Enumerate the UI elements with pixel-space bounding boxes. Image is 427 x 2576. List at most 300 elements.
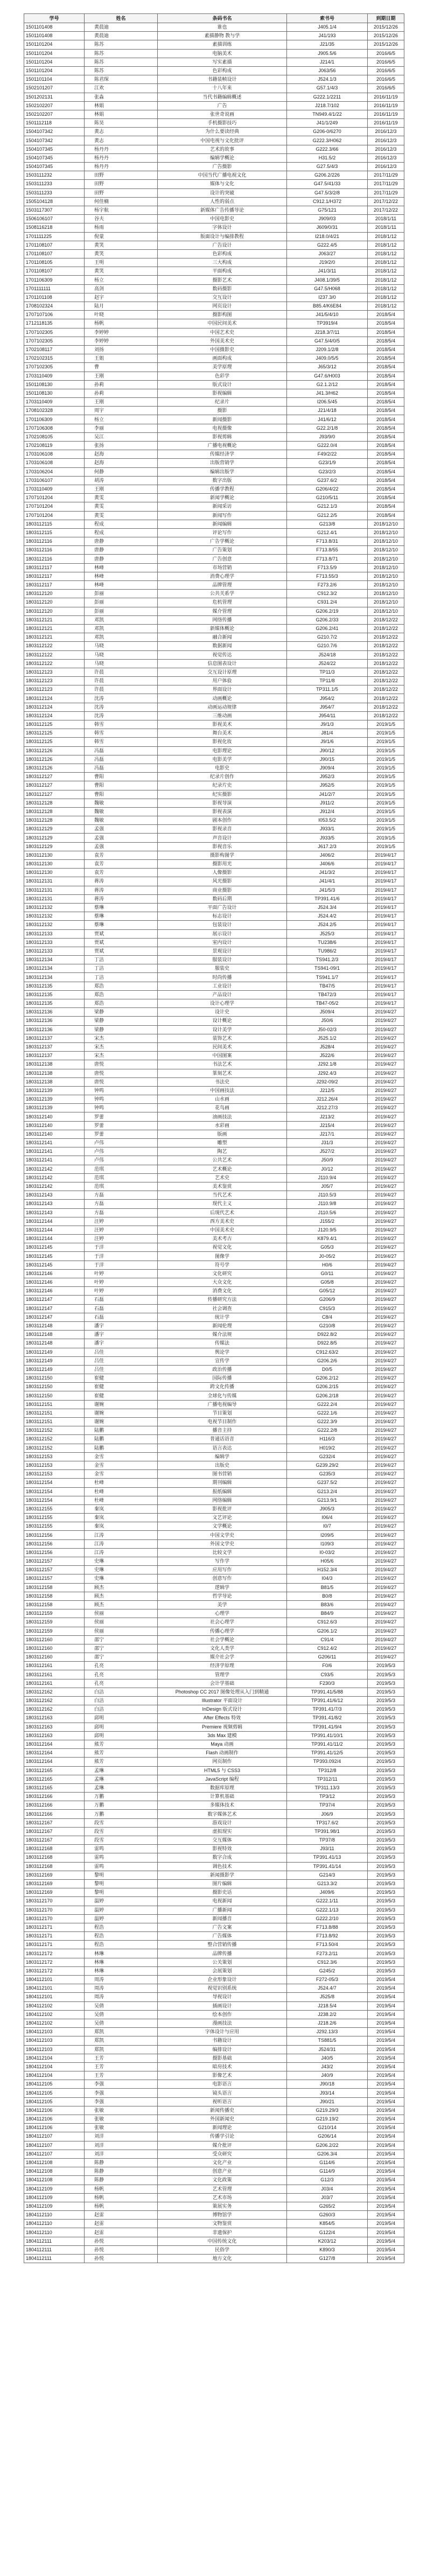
due-date-cell: 2019/4/27: [368, 1627, 404, 1635]
call-number-cell: J524/18: [287, 650, 368, 659]
call-number-cell: J41/2/7: [287, 790, 368, 799]
call-number-cell: J218.3/7/11: [287, 328, 368, 337]
call-number-cell: I053.5/2: [287, 816, 368, 825]
book-title-cell: 字体设计: [158, 223, 287, 232]
name-cell: 彭丽: [85, 598, 158, 607]
book-title-cell: 心理学: [158, 1609, 287, 1618]
name-cell: 唐静: [85, 537, 158, 546]
call-number-cell: H152.3/4: [287, 1566, 368, 1574]
student-id-cell: 1803112132: [24, 903, 85, 912]
book-title-cell: 展示设计: [158, 929, 287, 938]
book-title-cell: 图片编辑: [158, 1879, 287, 1888]
name-cell: 陆鹏: [85, 1426, 158, 1435]
call-number-cell: F713.8/92: [287, 1932, 368, 1941]
student-id-cell: 1803112120: [24, 590, 85, 598]
book-title-cell: 新闻摄影学: [158, 1871, 287, 1879]
table-row: [24, 84, 404, 93]
name-cell: 吴倩: [85, 2010, 158, 2019]
student-id-cell: 1803112116: [24, 546, 85, 555]
due-date-cell: 2019/4/27: [368, 1426, 404, 1435]
call-number-cell: J41/6/12: [287, 415, 368, 424]
table-row: [24, 973, 404, 982]
name-cell: 丁洁: [85, 973, 158, 982]
name-cell: 黄志: [85, 136, 158, 145]
call-number-cell: C8/4: [287, 1313, 368, 1321]
name-cell: 林娟: [85, 101, 158, 110]
due-date-cell: 2019/4/27: [368, 1339, 404, 1348]
due-date-cell: 2018/12/22: [368, 659, 404, 668]
due-date-cell: 2018/12/22: [368, 633, 404, 642]
student-id-cell: 1803112121: [24, 633, 85, 642]
book-title-cell: 出版史: [158, 1461, 287, 1469]
call-number-cell: J21/4/18: [287, 407, 368, 415]
table-row: [24, 442, 404, 450]
book-title-cell: 交互媒体: [158, 1836, 287, 1845]
student-id-cell: 1803112143: [24, 1191, 85, 1200]
due-date-cell: 2019/5/3: [368, 1740, 404, 1748]
table-row: [24, 1966, 404, 1975]
student-id-cell: 1708102328: [24, 407, 85, 415]
name-cell: 杨立: [85, 276, 158, 284]
name-cell: 汪婷: [85, 1226, 158, 1234]
name-cell: 唐悦: [85, 1060, 158, 1069]
student-id-cell: 1708102324: [24, 302, 85, 311]
student-id-cell: 1803112122: [24, 650, 85, 659]
book-title-cell: 电影理论: [158, 746, 287, 755]
student-id-cell: 1803112168: [24, 1845, 85, 1853]
name-cell: 林琳: [85, 1958, 158, 1966]
call-number-cell: J292-09/2: [287, 1077, 368, 1086]
call-number-cell: F273.2/6: [287, 581, 368, 590]
table-row: [24, 633, 404, 642]
student-id-cell: 1803112160: [24, 1644, 85, 1653]
name-cell: 陈君琛: [85, 75, 158, 84]
name-cell: 郑浩: [85, 990, 158, 999]
call-number-cell: TP391.41/5/88: [287, 1688, 368, 1696]
due-date-cell: 2018/5/4: [368, 354, 404, 363]
call-number-cell: J509/4: [287, 1008, 368, 1017]
due-date-cell: 2019/4/27: [368, 1130, 404, 1138]
table-row: [24, 40, 404, 49]
name-cell: 孙莉: [85, 380, 158, 389]
name-cell: 黄雯: [85, 494, 158, 502]
table-row: [24, 598, 404, 607]
name-cell: 周涛: [85, 1984, 158, 1993]
header-name: 姓名: [85, 14, 158, 23]
student-id-cell: 1707101204: [24, 494, 85, 502]
due-date-cell: 2019/4/27: [368, 1583, 404, 1592]
due-date-cell: 2019/5/3: [368, 1888, 404, 1897]
name-cell: 杜峰: [85, 1479, 158, 1487]
book-title-cell: 交互设计: [158, 293, 287, 302]
due-date-cell: 2019/4/27: [368, 1060, 404, 1069]
name-cell: 江欢: [85, 84, 158, 93]
book-title-cell: Flash 动画制作: [158, 1749, 287, 1758]
overdue-loan-table: [24, 13, 404, 2263]
student-id-cell: 1803112143: [24, 1200, 85, 1208]
book-title-cell: 油画技法: [158, 1112, 287, 1121]
book-title-cell: 传媒法: [158, 1339, 287, 1348]
table-row: [24, 1566, 404, 1574]
table-row: [24, 2202, 404, 2210]
book-title-cell: 媒介批评: [158, 2141, 287, 2150]
table-row: [24, 1827, 404, 1836]
call-number-cell: TP391.41/11/2: [287, 1740, 368, 1748]
due-date-cell: 2016/12/3: [368, 136, 404, 145]
name-cell: 袁芳: [85, 869, 158, 877]
table-row: [24, 1592, 404, 1600]
student-id-cell: 1803112153: [24, 1461, 85, 1469]
table-row: [24, 1008, 404, 1017]
due-date-cell: 2019/5/4: [368, 2115, 404, 2124]
call-number-cell: H019/2: [287, 1444, 368, 1452]
due-date-cell: 2019/4/17: [368, 886, 404, 894]
student-id-cell: 1501101204: [24, 40, 85, 49]
due-date-cell: 2018/5/4: [368, 398, 404, 407]
student-id-cell: 1803112152: [24, 1444, 85, 1452]
table-row: [24, 1993, 404, 2001]
due-date-cell: 2019/4/27: [368, 1644, 404, 1653]
book-title-cell: 写实素描: [158, 58, 287, 66]
name-cell: 刘扬: [85, 345, 158, 354]
due-date-cell: 2019/4/27: [368, 1635, 404, 1644]
call-number-cell: G210.7/2: [287, 633, 368, 642]
book-title-cell: 广告媒体: [158, 1932, 287, 1941]
due-date-cell: 2018/1/12: [368, 232, 404, 241]
student-id-cell: 1803112172: [24, 1949, 85, 1958]
book-title-cell: 品牌管理: [158, 581, 287, 590]
call-number-cell: TP391.41/14: [287, 1862, 368, 1871]
book-title-cell: 网页设计: [158, 302, 287, 311]
table-row: [24, 624, 404, 633]
name-cell: 杜峰: [85, 1496, 158, 1504]
book-title-cell: 中国画技法: [158, 1086, 287, 1095]
call-number-cell: G206-0/6270: [287, 128, 368, 136]
table-row: [24, 1077, 404, 1086]
name-cell: 邵宁: [85, 1635, 158, 1644]
table-row: [24, 2158, 404, 2167]
table-row: [24, 825, 404, 834]
book-title-cell: 摄影基础: [158, 2054, 287, 2062]
name-cell: 温婷: [85, 1914, 158, 1923]
due-date-cell: 2018/12/10: [368, 590, 404, 598]
book-title-cell: 编辑学: [158, 1452, 287, 1461]
table-row: [24, 572, 404, 580]
name-cell: 沈涛: [85, 694, 158, 703]
name-cell: 白洁: [85, 1688, 158, 1696]
due-date-cell: 2019/4/27: [368, 1374, 404, 1383]
student-id-cell: 1803112138: [24, 1069, 85, 1077]
due-date-cell: 2019/4/27: [368, 1261, 404, 1269]
due-date-cell: 2019/4/27: [368, 1025, 404, 1034]
table-row: [24, 1034, 404, 1042]
student-id-cell: 1504107345: [24, 163, 85, 171]
call-number-cell: J212/5: [287, 1086, 368, 1095]
student-id-cell: 1803112146: [24, 1278, 85, 1287]
name-cell: 王芳: [85, 2054, 158, 2062]
student-id-cell: 1804112110: [24, 2220, 85, 2228]
student-id-cell: 1803112148: [24, 1331, 85, 1339]
call-number-cell: G57.1/4/3: [287, 84, 368, 93]
table-row: [24, 1504, 404, 1513]
book-title-cell: 工业设计: [158, 982, 287, 990]
table-row: [24, 1479, 404, 1487]
book-title-cell: 色彩构成: [158, 249, 287, 258]
due-date-cell: 2018/5/4: [368, 389, 404, 397]
name-cell: 吕佳: [85, 1348, 158, 1356]
due-date-cell: 2019/4/27: [368, 1479, 404, 1487]
student-id-cell: 1803112171: [24, 1932, 85, 1941]
book-title-cell: 会展策划: [158, 1966, 287, 1975]
name-cell: 卢伟: [85, 1139, 158, 1147]
student-id-cell: 1803112145: [24, 1252, 85, 1261]
student-id-cell: 1803112142: [24, 1165, 85, 1173]
call-number-cell: F273.2/11: [287, 1949, 368, 1958]
table-row: [24, 1609, 404, 1618]
book-title-cell: 景观设计: [158, 947, 287, 955]
name-cell: 陈苏: [85, 49, 158, 58]
book-title-cell: 文化人类学: [158, 1644, 287, 1653]
book-title-cell: 写作学: [158, 1557, 287, 1566]
name-cell: 孙悦: [85, 2255, 158, 2263]
name-cell: 邱明: [85, 1714, 158, 1723]
name-cell: 吴江: [85, 432, 158, 441]
due-date-cell: 2019/1/5: [368, 834, 404, 842]
due-date-cell: 2019/4/27: [368, 1348, 404, 1356]
name-cell: 杜峰: [85, 1487, 158, 1496]
name-cell: 李婷婷: [85, 328, 158, 337]
due-date-cell: 2018/5/4: [368, 432, 404, 441]
table-row: [24, 2115, 404, 2124]
book-title-cell: 哲学导论: [158, 1592, 287, 1600]
student-id-cell: 1803112166: [24, 1801, 85, 1810]
book-title-cell: 图像学: [158, 1252, 287, 1261]
name-cell: 周涛: [85, 1976, 158, 1984]
book-title-cell: 新闻传播史: [158, 2106, 287, 2115]
name-cell: 万鹏: [85, 1801, 158, 1810]
student-id-cell: 1803112147: [24, 1296, 85, 1304]
table-row: [24, 2185, 404, 2193]
due-date-cell: 2019/5/3: [368, 1723, 404, 1731]
student-id-cell: 1803112167: [24, 1818, 85, 1827]
student-id-cell: 1803112140: [24, 1130, 85, 1138]
due-date-cell: 2019/5/3: [368, 1705, 404, 1714]
due-date-cell: 2019/1/5: [368, 842, 404, 851]
student-id-cell: 1803112139: [24, 1086, 85, 1095]
book-title-cell: 影视导演: [158, 799, 287, 807]
student-id-cell: 1803112128: [24, 799, 85, 807]
name-cell: 邵宁: [85, 1653, 158, 1662]
table-row: [24, 799, 404, 807]
call-number-cell: G206/9: [287, 1296, 368, 1304]
call-number-cell: J213/2: [287, 1112, 368, 1121]
table-row: [24, 467, 404, 476]
call-number-cell: J110.5/6: [287, 1208, 368, 1217]
call-number-cell: J209.1/2/8: [287, 345, 368, 354]
call-number-cell: TP391.41/7/3: [287, 1705, 368, 1714]
due-date-cell: 2019/4/27: [368, 1600, 404, 1609]
call-number-cell: J218.7/102: [287, 101, 368, 110]
name-cell: 罗蕾: [85, 1130, 158, 1138]
due-date-cell: 2018/5/4: [368, 337, 404, 345]
due-date-cell: 2019/4/27: [368, 1383, 404, 1391]
call-number-cell: J933/1: [287, 825, 368, 834]
name-cell: 马晓: [85, 642, 158, 650]
due-date-cell: 2018/1/12: [368, 241, 404, 249]
table-row: [24, 729, 404, 738]
call-number-cell: J40/9: [287, 2071, 368, 2080]
call-number-cell: G05/3: [287, 1243, 368, 1252]
name-cell: 冯磊: [85, 755, 158, 764]
book-title-cell: 陶艺: [158, 1147, 287, 1156]
due-date-cell: 2019/5/4: [368, 2089, 404, 2097]
book-title-cell: 影视剪辑: [158, 432, 287, 441]
table-row: [24, 1514, 404, 1522]
name-cell: 林琳: [85, 1949, 158, 1958]
due-date-cell: 2019/5/3: [368, 1758, 404, 1766]
table-row: [24, 1923, 404, 1931]
name-cell: 丁洁: [85, 964, 158, 973]
book-title-cell: 3ds Max 建模: [158, 1731, 287, 1740]
call-number-cell: J110.9/4: [287, 1173, 368, 1182]
student-id-cell: 1803112133: [24, 938, 85, 947]
book-title-cell: 数据新闻: [158, 642, 287, 650]
table-row: [24, 1313, 404, 1321]
due-date-cell: 2018/12/10: [368, 537, 404, 546]
student-id-cell: 1505104128: [24, 197, 85, 206]
name-cell: 范琪: [85, 1165, 158, 1173]
name-cell: 曹阳: [85, 790, 158, 799]
table-row: [24, 1226, 404, 1234]
book-title-cell: 数字媒体艺术: [158, 1810, 287, 1818]
student-id-cell: 1803112144: [24, 1217, 85, 1226]
call-number-cell: TP11/3: [287, 668, 368, 676]
due-date-cell: 2018/5/4: [368, 494, 404, 502]
name-cell: 史琳: [85, 1557, 158, 1566]
due-date-cell: 2019/5/3: [368, 1766, 404, 1775]
due-date-cell: 2018/12/22: [368, 677, 404, 685]
table-row: [24, 1121, 404, 1130]
due-date-cell: 2019/4/17: [368, 929, 404, 938]
name-cell: 王芳: [85, 2071, 158, 2080]
due-date-cell: 2019/4/27: [368, 1208, 404, 1217]
book-title-cell: 国际传播: [158, 1374, 287, 1383]
book-title-cell: 色彩构成: [158, 66, 287, 75]
call-number-cell: G2.1.2/12: [287, 380, 368, 389]
student-id-cell: 1803112128: [24, 807, 85, 816]
name-cell: 江涛: [85, 1531, 158, 1539]
due-date-cell: 2018/1/12: [368, 293, 404, 302]
call-number-cell: J0-05/2: [287, 1252, 368, 1261]
book-title-cell: 新闻学概论: [158, 494, 287, 502]
book-title-cell: 水彩画: [158, 1121, 287, 1130]
name-cell: 杨宇航: [85, 206, 158, 214]
header-call-number: 索书号: [287, 14, 368, 23]
call-number-cell: J525/3: [287, 929, 368, 938]
book-title-cell: 地方文化: [158, 2255, 287, 2263]
due-date-cell: 2019/4/27: [368, 1165, 404, 1173]
call-number-cell: TP317.6/2: [287, 1818, 368, 1827]
due-date-cell: 2019/5/3: [368, 1897, 404, 1906]
table-row: [24, 1976, 404, 1984]
name-cell: 温婷: [85, 1906, 158, 1914]
table-row: [24, 1653, 404, 1662]
call-number-cell: G222.1/6: [287, 1409, 368, 1417]
call-number-cell: F49/2/22: [287, 450, 368, 459]
student-id-cell: 1502101207: [24, 84, 85, 93]
due-date-cell: 2019/5/4: [368, 2132, 404, 2141]
student-id-cell: 1707106308: [24, 424, 85, 432]
book-title-cell: 公关策划: [158, 1958, 287, 1966]
table-row: [24, 319, 404, 328]
table-row: [24, 354, 404, 363]
call-number-cell: J41/5/3: [287, 886, 368, 894]
call-number-cell: J155/2: [287, 1217, 368, 1226]
name-cell: 张淼: [85, 93, 158, 101]
due-date-cell: 2016/6/5: [368, 75, 404, 84]
name-cell: 潘宇: [85, 1331, 158, 1339]
due-date-cell: 2017/11/29: [368, 180, 404, 188]
book-title-cell: 包装设计: [158, 921, 287, 929]
due-date-cell: 2019/5/3: [368, 1775, 404, 1783]
name-cell: 冯磊: [85, 764, 158, 772]
table-row: [24, 1801, 404, 1810]
call-number-cell: J41.3/H62: [287, 389, 368, 397]
due-date-cell: 2019/4/27: [368, 1496, 404, 1504]
table-row: [24, 1949, 404, 1958]
call-number-cell: C912.1/H372: [287, 197, 368, 206]
due-date-cell: 2016/11/19: [368, 110, 404, 118]
due-date-cell: 2019/4/27: [368, 1539, 404, 1548]
call-number-cell: G114/9: [287, 2167, 368, 2176]
due-date-cell: 2016/11/19: [368, 119, 404, 128]
call-number-cell: G237.6/2: [287, 476, 368, 485]
name-cell: 孙悦: [85, 2237, 158, 2245]
call-number-cell: C91/4: [287, 1635, 368, 1644]
name-cell: 黄笑: [85, 267, 158, 276]
name-cell: 孔亮: [85, 1662, 158, 1670]
student-id-cell: 1701106309: [24, 276, 85, 284]
book-title-cell: 数字出版: [158, 476, 287, 485]
name-cell: 张敏: [85, 2106, 158, 2115]
name-cell: 李丽: [85, 424, 158, 432]
call-number-cell: G47.5/H068: [287, 284, 368, 293]
book-title-cell: 新闻采访: [158, 502, 287, 511]
name-cell: 张敏: [85, 2124, 158, 2132]
student-id-cell: 1803112135: [24, 982, 85, 990]
call-number-cell: I109/3: [287, 1539, 368, 1548]
name-cell: 金雪: [85, 1452, 158, 1461]
student-id-cell: 1803112122: [24, 642, 85, 650]
name-cell: 钟鸣: [85, 1086, 158, 1095]
name-cell: 蔡琳: [85, 912, 158, 921]
name-cell: 范琪: [85, 1173, 158, 1182]
due-date-cell: 2019/4/27: [368, 1121, 404, 1130]
due-date-cell: 2016/12/3: [368, 145, 404, 153]
table-row: [24, 1182, 404, 1191]
due-date-cell: 2018/12/22: [368, 624, 404, 633]
student-id-cell: 1702108119: [24, 442, 85, 450]
table-row: [24, 1365, 404, 1374]
table-row: [24, 1269, 404, 1278]
call-number-cell: G245/2: [287, 1966, 368, 1975]
due-date-cell: 2019/5/3: [368, 1879, 404, 1888]
call-number-cell: G206.2/15: [287, 1383, 368, 1391]
due-date-cell: 2019/1/5: [368, 755, 404, 764]
call-number-cell: G206.2/41: [287, 624, 368, 633]
table-row: [24, 912, 404, 921]
table-row: [24, 563, 404, 572]
